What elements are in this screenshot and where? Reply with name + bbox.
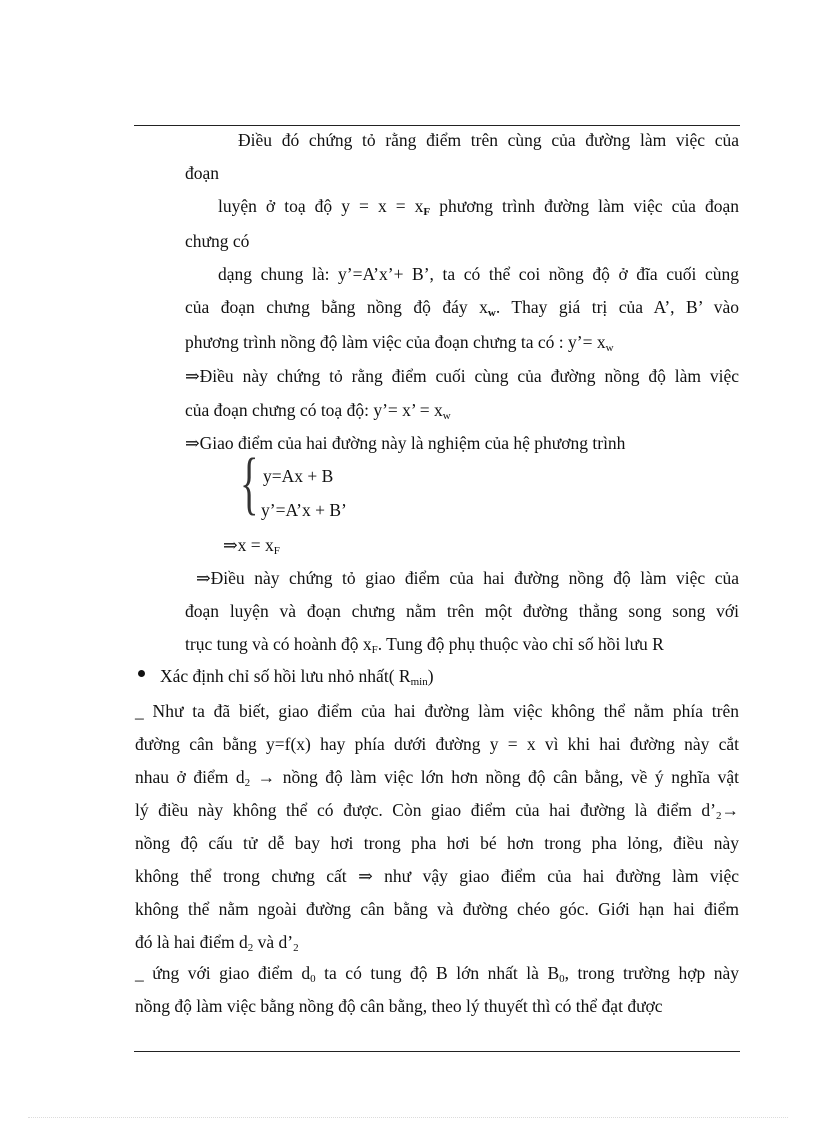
equation-2: y’=A’x + B’ bbox=[261, 500, 347, 520]
text-line: luyện ở toạ độ y = x = xF phương trình đường làm việc của đoạn bbox=[218, 196, 739, 218]
text-line: lý điều này không thể có được. Còn giao điểm của hai đường là điểm $d’_2\to$ bbox=[135, 800, 739, 822]
footer-rule bbox=[134, 1051, 740, 1052]
page-edge-dots bbox=[28, 1117, 788, 1118]
text-line: ⇒Điều này chứng tỏ rằng điểm cuối cùng của đường nồng độ làm việc bbox=[185, 366, 739, 386]
text-line: chưng có bbox=[185, 231, 250, 251]
text-line: phương trình nồng độ làm việc của đoạn chưng ta có : y’= $x_w$ bbox=[185, 332, 614, 354]
section-heading: Xác định chỉ số hồi lưu nhỏ nhất( $R_{min}$) bbox=[160, 666, 434, 688]
header-rule bbox=[134, 125, 740, 126]
text-line: của đoạn chưng có toạ độ: y’= x’ = $x_w$ bbox=[185, 400, 451, 422]
text-line: _ ứng với giao điểm $d_0$ ta có tung độ B lớn nhất là $B_0$, trong trường hợp này bbox=[135, 963, 740, 985]
text-line: đường cân bằng y=f(x) hay phía dưới đường y = x vì khi hai đường này cắt bbox=[135, 734, 739, 754]
text-line: không thể trong chưng cất ⇒ như vậy giao điểm của hai đường làm việc bbox=[135, 866, 739, 886]
equation-result: ⇒x = $x_F$ bbox=[223, 535, 280, 557]
text-line: ⇒Điều này chứng tỏ giao điểm của hai đường nồng độ làm việc của bbox=[196, 568, 739, 588]
text-line: nhau ở điểm $d_2$ → nồng độ làm việc lớn hơn nồng độ cân bằng, về ý nghĩa vật bbox=[135, 767, 739, 789]
text-line: nồng độ cấu tử dễ bay hơi trong pha hơi bé hơn trong pha lỏng, điều này bbox=[135, 833, 739, 853]
text-line: ⇒Giao điểm của hai đường này là nghiệm của hệ phương trình bbox=[185, 433, 626, 453]
equation-1: y=Ax + B bbox=[263, 466, 334, 486]
text-line: không thể nằm ngoài đường cân bằng và đường chéo góc. Giới hạn hai điểm bbox=[135, 899, 739, 919]
text-line: Điều đó chứng tỏ rằng điểm trên cùng của đường làm việc của bbox=[238, 130, 739, 150]
text-line: đó là hai điểm $d_2$ và $d’_2$ bbox=[135, 932, 299, 954]
text-line: đoạn bbox=[185, 163, 220, 183]
text-line: _ Như ta đã biết, giao điểm của hai đường làm việc không thể nằm phía trên bbox=[135, 701, 739, 721]
text-line: đoạn luyện và đoạn chưng nằm trên một đường thẳng song song với bbox=[185, 601, 739, 621]
text-line: nồng độ làm việc bằng nồng độ cân bằng, theo lý thuyết thì có thể đạt được bbox=[135, 996, 663, 1016]
brace-symbol: { bbox=[240, 445, 259, 522]
text-line: của đoạn chưng bằng nồng độ đáy $x_w$. Thay giá trị của A’, B’ vào bbox=[185, 297, 739, 319]
bullet-icon bbox=[138, 670, 145, 677]
text-line: trục tung và có hoành độ $x_F$. Tung độ phụ thuộc vào chỉ số hồi lưu R bbox=[185, 634, 664, 656]
text-line: dạng chung là: y’=A’x’+ B’, ta có thể coi nồng độ ở đĩa cuối cùng bbox=[218, 264, 739, 284]
